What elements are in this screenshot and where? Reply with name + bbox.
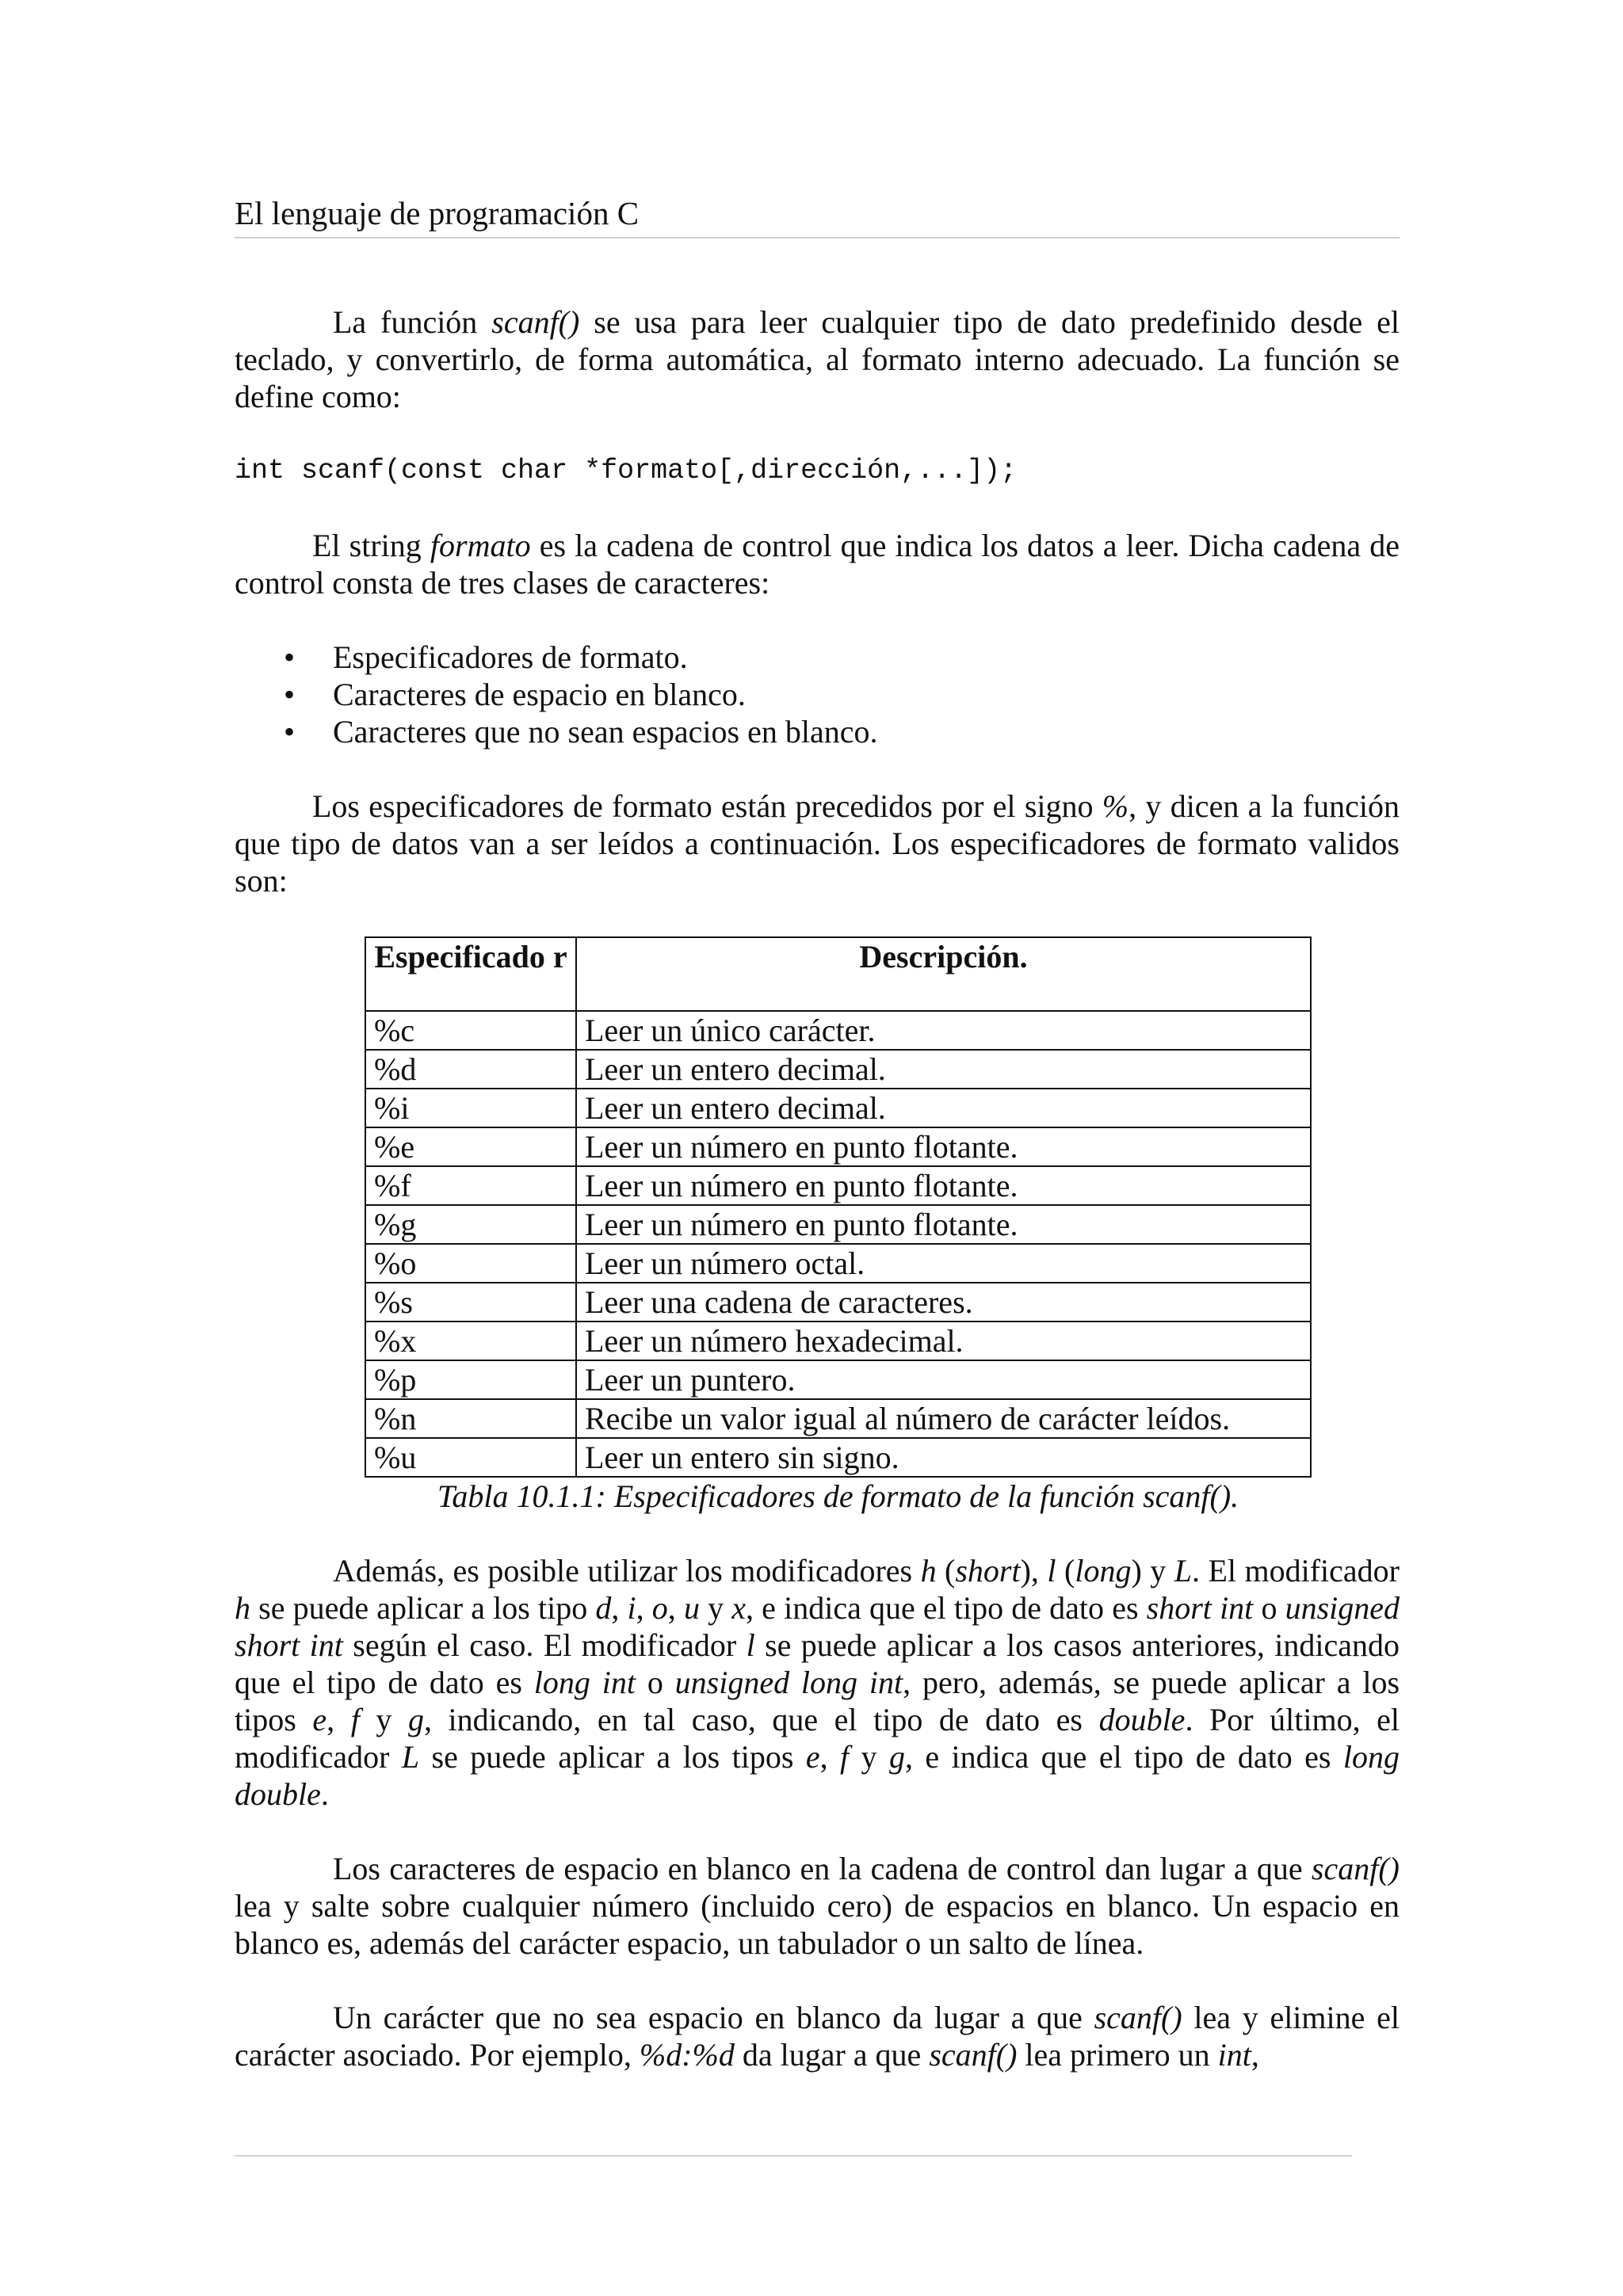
table-header-row	[365, 937, 1311, 1011]
specifier-cell: %x	[365, 1322, 576, 1360]
table-body	[365, 1011, 1311, 1477]
page-header	[235, 193, 1400, 238]
description-cell: Leer un entero decimal.	[576, 1089, 1311, 1127]
formato-paragraph	[235, 527, 1400, 601]
list-item: • Caracteres de espacio en blanco.	[284, 677, 746, 712]
table-caption: Tabla 10.1.1: Especificadores de formato de la función scanf().	[437, 1478, 1239, 1514]
specifier-cell: %g	[365, 1205, 576, 1244]
table-row	[365, 1089, 1311, 1127]
description-cell: Leer un número en punto flotante.	[576, 1127, 1311, 1166]
modifiers-paragraph: Además, es posible utilizar los modificadores h (short), l (long) y L. El modificador h se puede aplicar a los tipo d, i, o, u y x, e indica que el tipo de dato es short int o unsigned short int según el caso. El modificador l se puede aplicar a los casos anteriores, indicando que el tipo de dato es long int o unsigned long int, pero, además, se puede aplicar a los tipos e, f y g, indicando, en tal caso, que el tipo de dato es double. Por último, el modificador L se puede aplicar a los tipos e, f y g, e indica que el tipo de dato es long double.	[235, 1553, 1400, 1812]
table-row	[365, 1438, 1311, 1477]
description-cell: Leer un único carácter.	[576, 1011, 1311, 1050]
table-row	[365, 1399, 1311, 1438]
bullet-icon: •	[284, 714, 296, 749]
intro-text-2: se usa para leer cualquier tipo de dato predefinido desde el teclado, y convertirlo, de forma automática, al formato interno adecuado. La función se define como:	[235, 304, 1400, 414]
specifier-cell: %o	[365, 1244, 576, 1283]
percent-sign: %	[1102, 788, 1129, 824]
character-class-list	[235, 639, 1400, 750]
table-row	[365, 1166, 1311, 1205]
description-cell: Leer un número en punto flotante.	[576, 1166, 1311, 1205]
whitespace-paragraph: Los caracteres de espacio en blanco en la cadena de control dan lugar a que scanf() lea y salte sobre cualquier número (incluido cero) de espacios en blanco. Un espacio en blanco es, además del carácter espacio, un tabulador o un salto de línea.	[235, 1851, 1400, 1961]
specifier-cell: %e	[365, 1127, 576, 1166]
table-row	[365, 1127, 1311, 1166]
description-cell: Leer una cadena de caracteres.	[576, 1283, 1311, 1322]
header-description: Descripción.	[576, 937, 1311, 1011]
formato-text-2: es la cadena de control que indica los datos a leer. Dicha cadena de control consta de tres clases de caracteres:	[235, 528, 1400, 601]
formato-text-1: El string	[312, 528, 430, 563]
table-row	[365, 1244, 1311, 1283]
specifier-cell: %i	[365, 1089, 576, 1127]
header-specifier: Especificado r	[365, 937, 576, 1011]
bullet-icon: •	[284, 677, 296, 712]
specifier-cell: %n	[365, 1399, 576, 1438]
document-title: El lenguaje de programación C	[235, 195, 640, 231]
table-row	[365, 1360, 1311, 1399]
description-cell: Leer un entero decimal.	[576, 1050, 1311, 1089]
specifier-cell: %s	[365, 1283, 576, 1322]
page-body	[235, 303, 1400, 2073]
specs-text-2: , y dicen a la función que tipo de datos van a ser leídos a continuación. Los especificadores de formato validos son:	[235, 788, 1400, 898]
specs-text-1: Los especificadores de formato están precedidos por el signo	[312, 788, 1102, 824]
specifier-cell: %p	[365, 1360, 576, 1399]
table-row	[365, 1050, 1311, 1089]
description-cell: Leer un número octal.	[576, 1244, 1311, 1283]
specifier-table-wrapper	[365, 936, 1312, 1515]
specifier-cell: %d	[365, 1050, 576, 1089]
specifier-cell: %f	[365, 1166, 576, 1205]
specifier-cell: %c	[365, 1011, 576, 1050]
list-item: • Caracteres que no sean espacios en blanco.	[284, 714, 878, 749]
description-cell: Leer un número hexadecimal.	[576, 1322, 1311, 1360]
list-item: • Especificadores de formato.	[284, 639, 688, 675]
intro-scanf: scanf()	[491, 304, 580, 340]
code-signature: int scanf(const char *formato[,dirección,...]);	[235, 455, 1018, 486]
formato-term: formato	[430, 528, 531, 563]
table-row	[365, 1322, 1311, 1360]
specifier-cell: %u	[365, 1438, 576, 1477]
specifier-table	[365, 936, 1312, 1478]
footer-rule	[235, 2155, 1352, 2157]
table-row	[365, 1283, 1311, 1322]
intro-text-1: La función	[333, 304, 492, 340]
intro-paragraph	[235, 303, 1400, 415]
table-row	[365, 1011, 1311, 1050]
non-whitespace-paragraph: Un carácter que no sea espacio en blanco da lugar a que scanf() lea y elimine el carácter asociado. Por ejemplo, %d:%d da lugar a que scanf() lea primero un int,	[235, 2000, 1400, 2073]
bullet-icon: •	[284, 639, 296, 675]
description-cell: Recibe un valor igual al número de carácter leídos.	[576, 1399, 1311, 1438]
description-cell: Leer un puntero.	[576, 1360, 1311, 1399]
description-cell: Leer un entero sin signo.	[576, 1438, 1311, 1477]
description-cell: Leer un número en punto flotante.	[576, 1205, 1311, 1244]
table-row	[365, 1205, 1311, 1244]
specifiers-paragraph	[235, 788, 1400, 899]
